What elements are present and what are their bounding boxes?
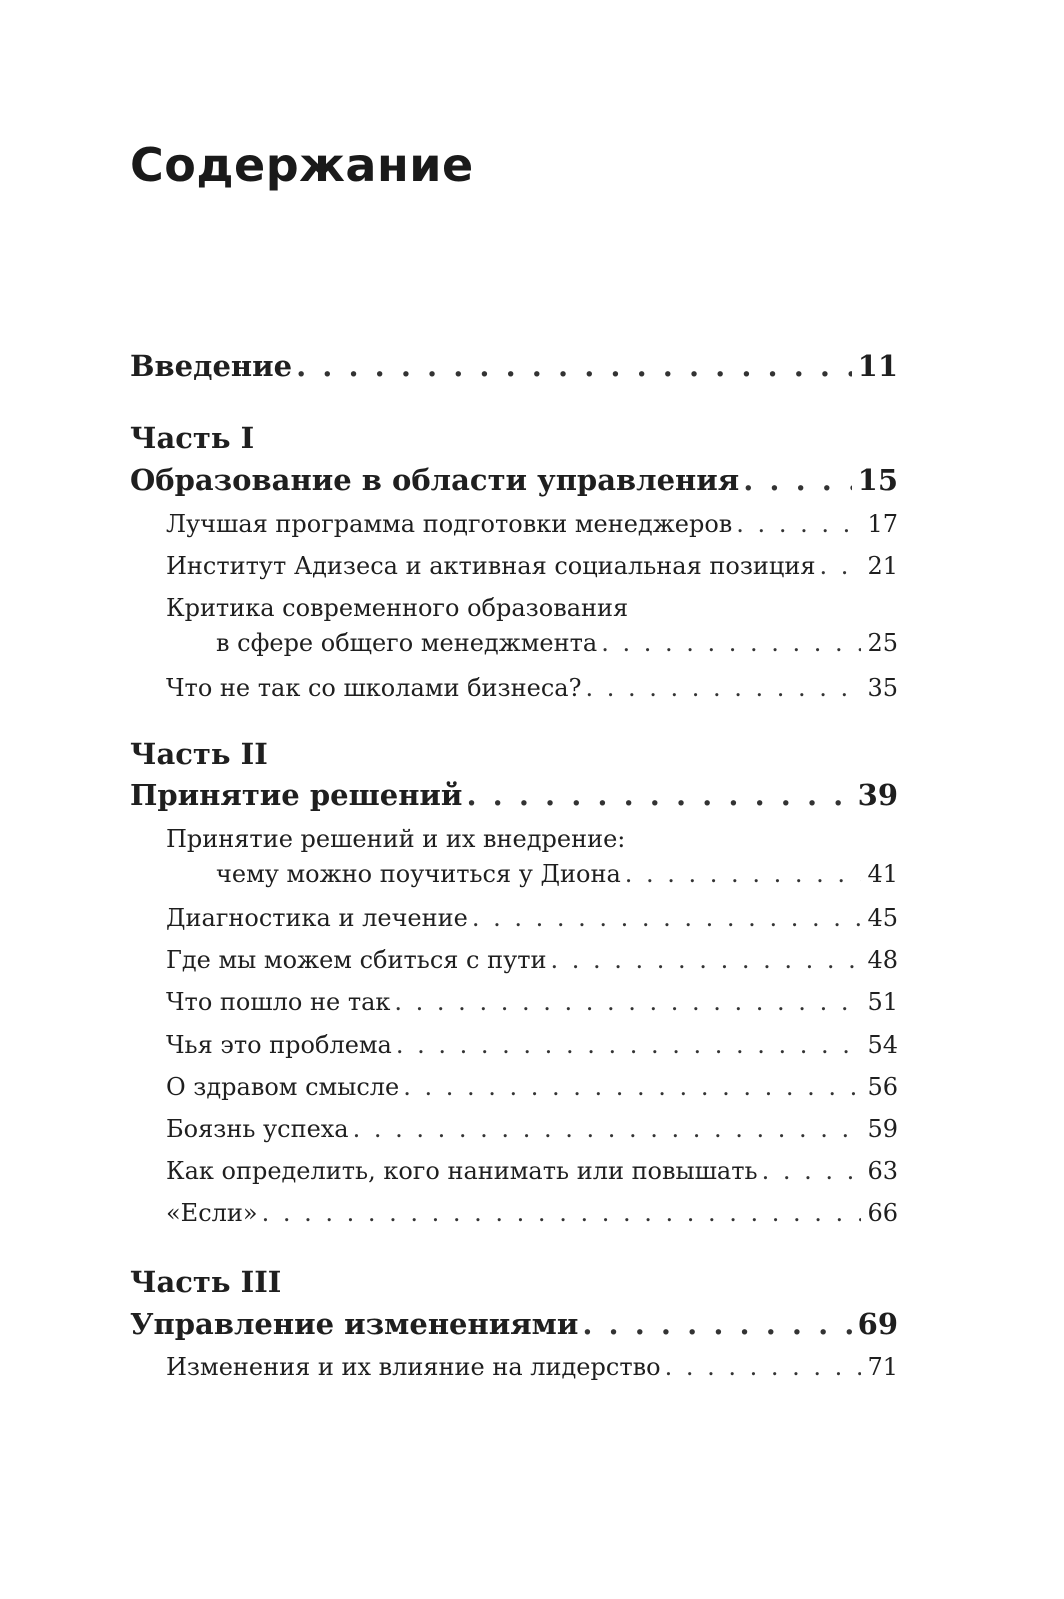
toc-entry-label-line1[interactable]: Принятие решений и их внедрение:: [166, 825, 626, 853]
toc-entry-label: Принятие решений: [130, 778, 463, 812]
toc-entry-label: Изменения и их влияние на лидерство: [166, 1353, 661, 1381]
toc-page-number: 35: [867, 674, 898, 702]
toc-entry[interactable]: [166, 1355, 898, 1379]
toc-entry-label: чему можно поучиться у Диона: [216, 860, 621, 888]
toc-entry-label: Что не так со школами бизнеса?: [166, 674, 582, 702]
part-heading-2: Часть II: [130, 737, 268, 771]
toc-page-number: 17: [867, 510, 898, 538]
dot-leader: [394, 990, 861, 1014]
dot-leader: [601, 631, 861, 655]
toc-page-number: 11: [857, 349, 898, 383]
toc-page-number: 66: [867, 1199, 898, 1227]
toc-entry[interactable]: [166, 990, 898, 1014]
toc-entry[interactable]: [166, 1201, 898, 1225]
toc-page-number: 15: [857, 463, 898, 497]
dot-leader: [466, 781, 851, 810]
toc-entry-label: Лучшая программа подготовки менеджеров: [166, 510, 733, 538]
dot-leader: [262, 1201, 862, 1225]
toc-page-number: 51: [867, 988, 898, 1016]
toc-entry-label: Что пошло не так: [166, 988, 391, 1016]
toc-section-part3[interactable]: [130, 1307, 898, 1341]
toc-page-number: 54: [867, 1031, 898, 1059]
toc-page-number: 63: [867, 1157, 898, 1185]
toc-entry-label-line1[interactable]: Критика современного образования: [166, 594, 629, 622]
dot-leader: [551, 948, 862, 972]
dot-leader: [585, 676, 861, 700]
toc-entry[interactable]: [166, 554, 898, 578]
toc-page-number: 69: [857, 1307, 898, 1341]
dot-leader: [743, 466, 851, 495]
toc-entry-label: О здравом смысле: [166, 1073, 400, 1101]
toc-entry[interactable]: [166, 1075, 898, 1099]
toc-entry-label: Как определить, кого нанимать или повышать: [166, 1157, 758, 1185]
toc-entry[interactable]: [216, 631, 898, 655]
toc-page-number: 39: [857, 778, 898, 812]
toc-page-number: 71: [867, 1353, 898, 1381]
toc-page-number: 56: [867, 1073, 898, 1101]
toc-entry[interactable]: [166, 906, 898, 930]
toc-page-number: 45: [867, 904, 898, 932]
dot-leader: [353, 1117, 862, 1141]
toc-entry[interactable]: [166, 676, 898, 700]
dot-leader: [296, 352, 852, 381]
toc-section-part1[interactable]: [130, 463, 898, 497]
toc-entry-label: Институт Адизеса и активная социальная позиция: [166, 552, 816, 580]
toc-entry-label: Управление изменениями: [130, 1307, 579, 1341]
toc-page-number: 41: [867, 860, 898, 888]
toc-entry-label: Где мы можем сбиться с пути: [166, 946, 547, 974]
toc-entry-label: Диагностика и лечение: [166, 904, 468, 932]
part-heading-1: Часть I: [130, 421, 255, 455]
dot-leader: [396, 1033, 862, 1057]
toc-page-number: 48: [867, 946, 898, 974]
page-title: Содержание: [130, 138, 474, 192]
dot-leader: [665, 1355, 862, 1379]
toc-page-number: 25: [867, 629, 898, 657]
dot-leader: [762, 1159, 862, 1183]
toc-entry[interactable]: [166, 512, 898, 536]
toc-entry-intro[interactable]: [130, 349, 898, 383]
dot-leader: [819, 554, 861, 578]
toc-entry[interactable]: [166, 1117, 898, 1141]
toc-section-part2[interactable]: [130, 778, 898, 812]
dot-leader: [582, 1310, 851, 1339]
toc-page-number: 21: [867, 552, 898, 580]
dot-leader: [403, 1075, 861, 1099]
toc-entry-label: Образование в области управления: [130, 463, 740, 497]
toc-page-number: 59: [867, 1115, 898, 1143]
toc-entry[interactable]: [166, 1159, 898, 1183]
toc-entry-label: в сфере общего менеджмента: [216, 629, 598, 657]
dot-leader: [625, 862, 862, 886]
dot-leader: [472, 906, 862, 930]
toc-entry[interactable]: [166, 948, 898, 972]
toc-entry[interactable]: [166, 1033, 898, 1057]
toc-entry-label: Чья это проблема: [166, 1031, 392, 1059]
part-heading-3: Часть III: [130, 1265, 282, 1299]
toc-entry-label: Введение: [130, 349, 293, 383]
dot-leader: [736, 512, 861, 536]
toc-entry-label: «Если»: [166, 1199, 258, 1227]
toc-entry[interactable]: [216, 862, 898, 886]
toc-entry-label: Боязнь успеха: [166, 1115, 349, 1143]
